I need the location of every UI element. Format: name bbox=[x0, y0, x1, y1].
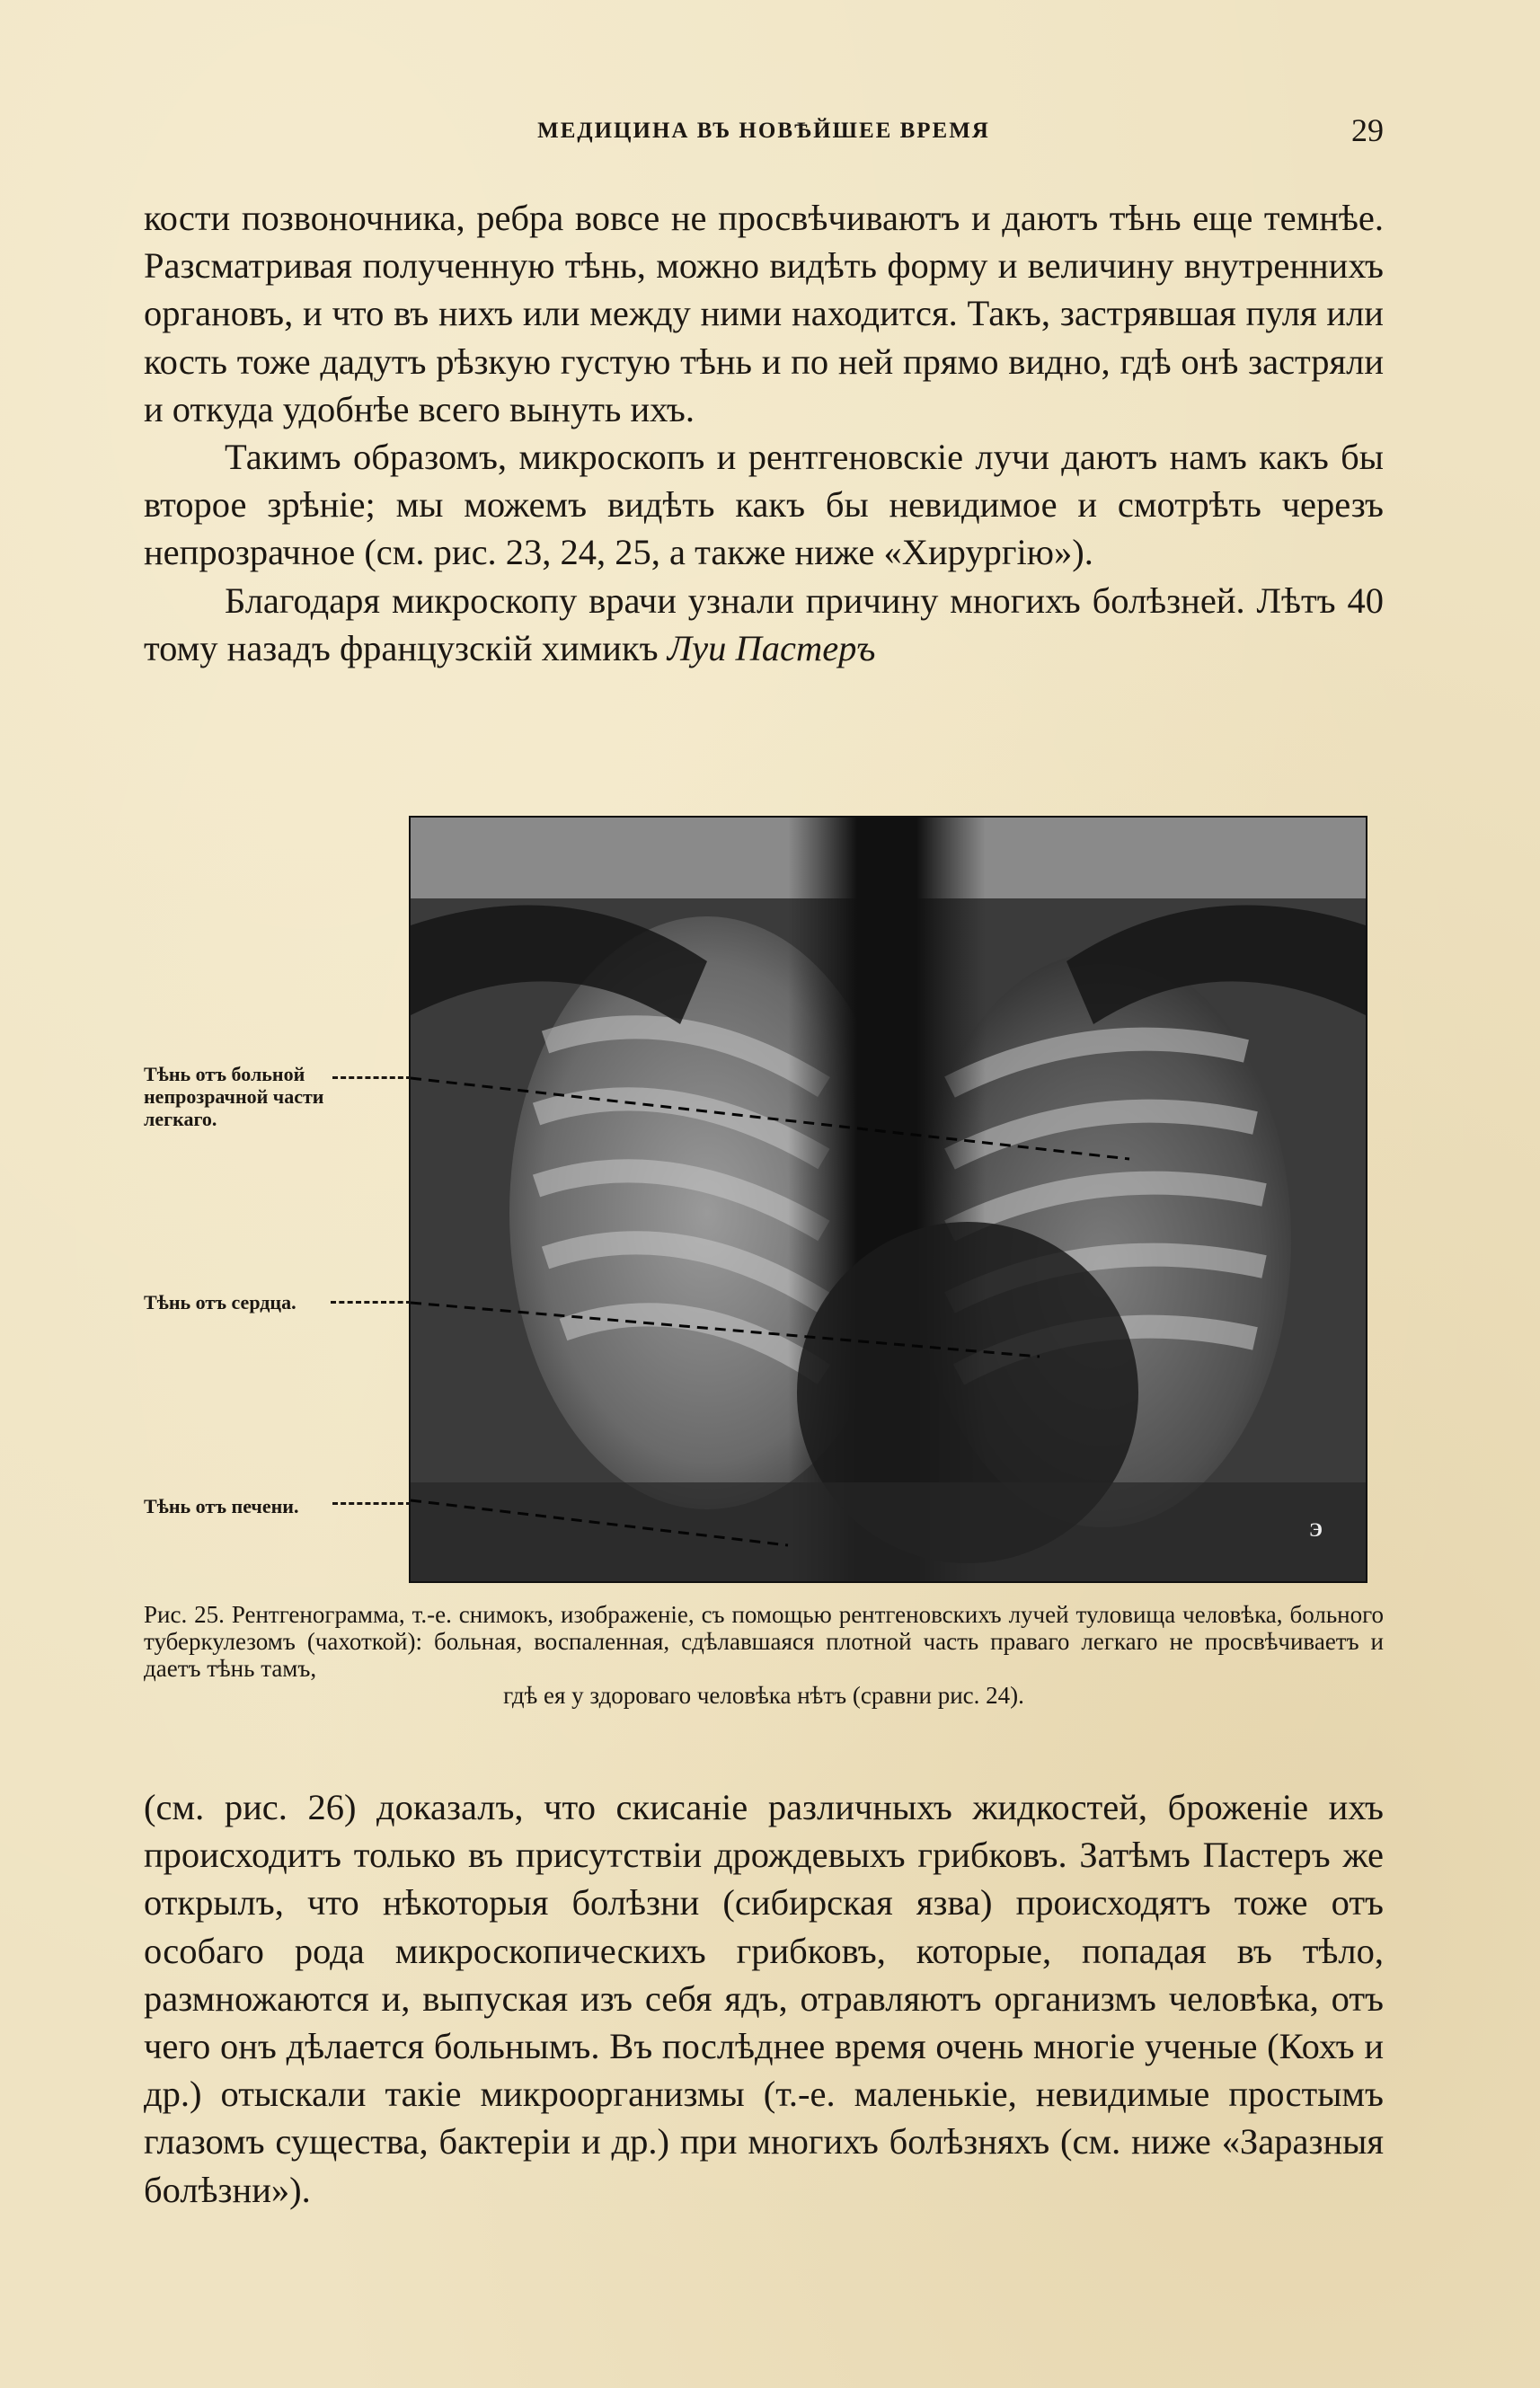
label-liver-shadow: Тѣнь отъ печени. bbox=[144, 1495, 299, 1517]
caption-line-main: Рис. 25. Рентгенограмма, т.-е. снимокъ, изображеніе, съ помощью рентгеновскихъ лучей туловища человѣка, больного туберкулезомъ (чахоткой): больная, воспаленная, сдѣлавшаяся плотной часть праваго легкаго не просвѣчиваетъ и даетъ тѣнь тамъ, bbox=[144, 1601, 1384, 1682]
body-text-top bbox=[144, 194, 1384, 672]
paragraph-1: кости позвоночника, ребра вовсе не просвѣчиваютъ и даютъ тѣнь еще темнѣе. Разсматривая полученную тѣнь, можно видѣть форму и величину внутреннихъ органовъ, и что въ нихъ или между ними находится. Такъ, застрявшая пуля или кость тоже дадутъ рѣзкую густую тѣнь и по ней прямо видно, гдѣ онѣ застряли и откуда удобнѣе всего вынуть ихъ. bbox=[144, 198, 1384, 429]
leader-line-lung bbox=[332, 1076, 412, 1079]
body-text-bottom bbox=[144, 1783, 1384, 2214]
paragraph-3 bbox=[144, 577, 1384, 672]
figure-corner-mark: Э bbox=[1309, 1518, 1323, 1541]
page-header bbox=[144, 111, 1384, 151]
leader-line-liver bbox=[332, 1502, 412, 1505]
caption-line-last: гдѣ ея у здороваго человѣка нѣтъ (сравни рис. 24). bbox=[503, 1682, 1024, 1709]
leader-line-heart bbox=[331, 1301, 412, 1304]
label-lung-shadow: Тѣнь отъ больной непрозрачной части легкаго. bbox=[144, 1063, 324, 1130]
label-heart-shadow: Тѣнь отъ сердца. bbox=[144, 1291, 296, 1313]
paragraph-4: (см. рис. 26) доказалъ, что скисаніе различныхъ жидкостей, броженіе ихъ происходитъ только въ присутствіи дрождевыхъ грибковъ. Затѣмъ Пастеръ же открылъ, что нѣкоторыя болѣзни (сибирская язва) происходятъ тоже отъ особаго рода микроскопическихъ грибковъ, которые, попадая въ тѣло, размножаются и, выпуская изъ себя ядъ, отравляютъ организмъ человѣка, отъ чего онъ дѣлается больнымъ. Въ послѣднее время очень многіе ученые (Кохъ и др.) отыскали такіе микроорганизмы (т.-е. маленькіе, невидимые простымъ глазомъ существа, бактеріи и др.) при многихъ болѣзняхъ (см. ниже «Заразныя болѣзни»). bbox=[144, 1787, 1384, 2210]
paragraph-2: Такимъ образомъ, микроскопъ и рентгеновскіе лучи даютъ намъ какъ бы второе зрѣніе; мы можемъ видѣть какъ бы невидимое и смотрѣть черезъ непрозрачное (см. рис. 23, 24, 25, а также ниже «Хирургію»). bbox=[144, 437, 1384, 573]
running-title: МЕДИЦИНА ВЪ НОВѢЙШЕЕ ВРЕМЯ bbox=[537, 119, 990, 143]
xray-illustration bbox=[411, 818, 1366, 1581]
figure-caption bbox=[144, 1601, 1384, 1709]
pasteur-name: Луи Пастеръ bbox=[667, 627, 876, 668]
page-number: 29 bbox=[1351, 112, 1384, 148]
xray-image bbox=[409, 816, 1367, 1583]
paragraph-3-text: Благодаря микроскопу врачи узнали причину многихъ болѣзней. Лѣтъ 40 тому назадъ французскій химикъ bbox=[144, 579, 1384, 668]
